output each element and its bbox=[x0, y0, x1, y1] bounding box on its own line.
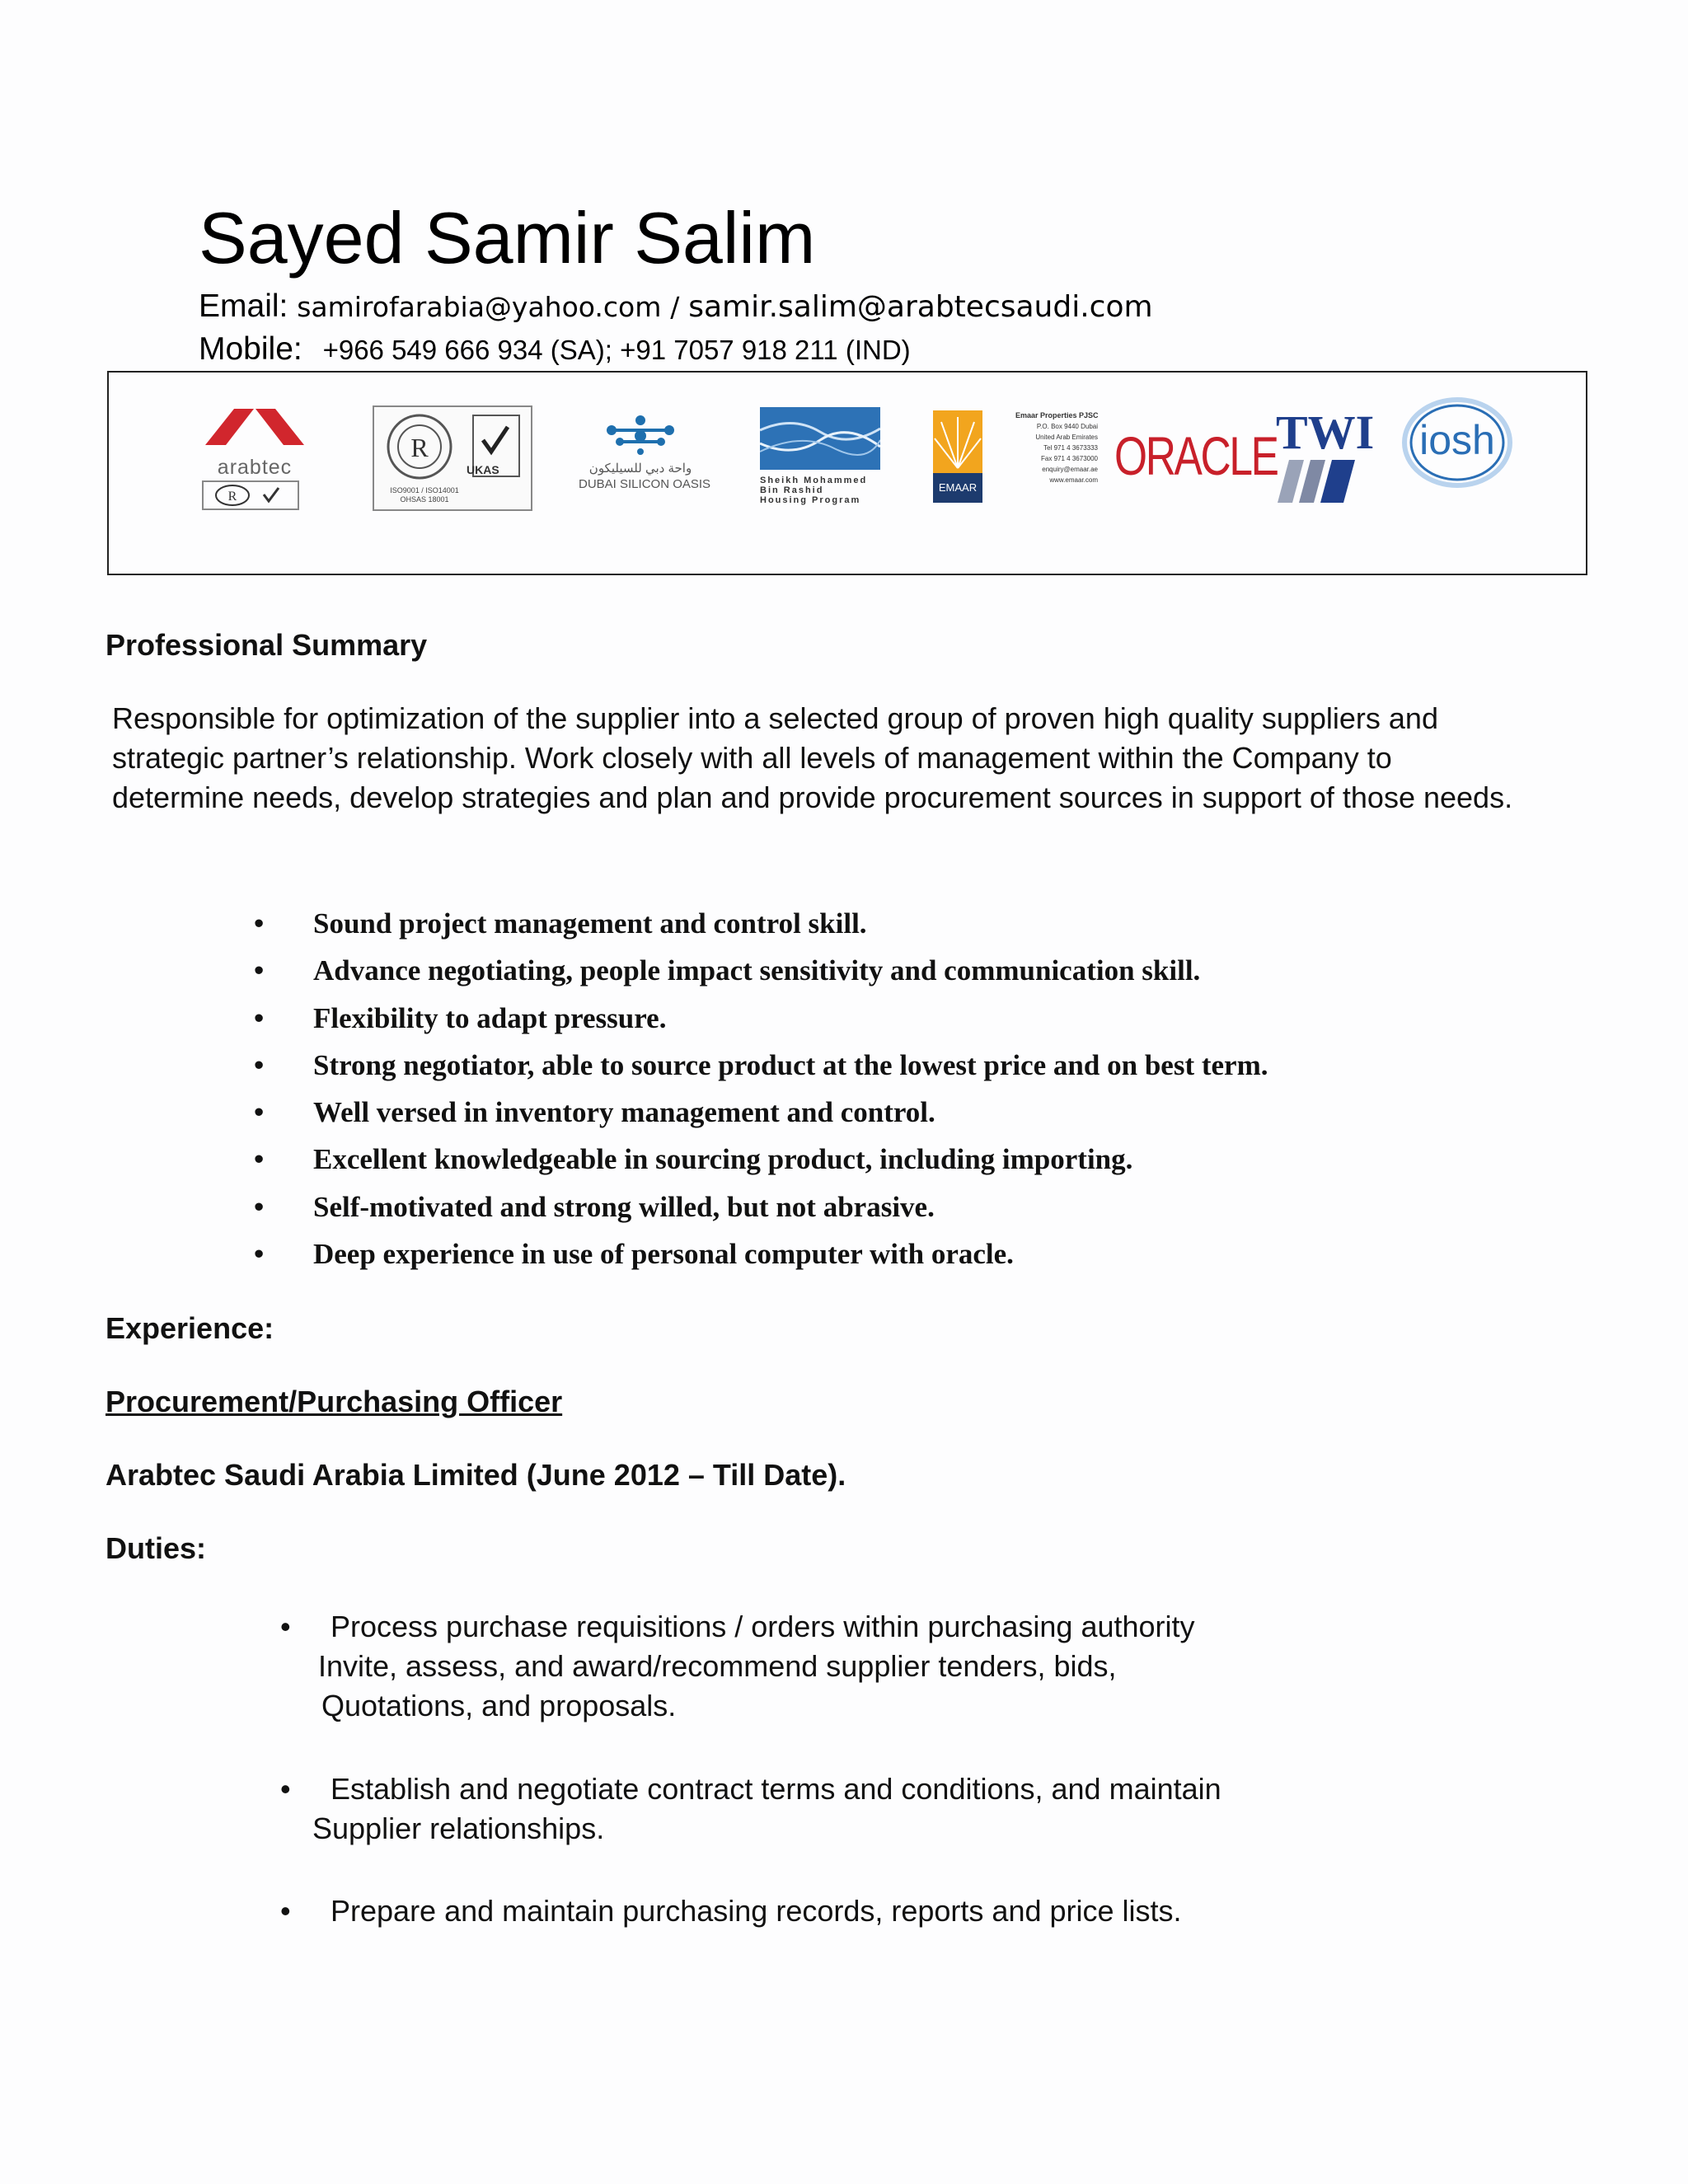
emaar-text: EMAAR bbox=[933, 473, 982, 503]
summary-heading: Professional Summary bbox=[106, 628, 428, 662]
arabtec-logo bbox=[201, 405, 308, 504]
duty-line: Establish and negotiate contract terms and conditions, and maintain bbox=[331, 1772, 1221, 1806]
ukas-text: UKAS bbox=[467, 463, 499, 476]
bullet-icon: • bbox=[280, 1610, 291, 1643]
arabtec-roof-icon bbox=[201, 405, 308, 455]
duty-line: Process purchase requisitions / orders within purchasing authority bbox=[331, 1610, 1195, 1643]
bullet-icon: • bbox=[280, 1894, 291, 1928]
email-separator: / bbox=[670, 291, 680, 323]
arabtec-wordmark: arabtec bbox=[217, 456, 293, 479]
dso-molecule-icon bbox=[603, 414, 678, 455]
skill-text: Deep experience in use of personal computer with oracle. bbox=[313, 1238, 1014, 1271]
duty-line: Prepare and maintain purchasing records, reports and price lists. bbox=[331, 1894, 1182, 1928]
emaar-contact-line: P.O. Box 9440 Dubai bbox=[1036, 423, 1098, 430]
duty-line: Quotations, and proposals. bbox=[321, 1689, 677, 1722]
emaar-contact-card bbox=[1015, 410, 1098, 508]
summary-paragraph: Responsible for optimization of the supplier into a selected group of proven high quality suppliers and strategic partner’s relationship. Work closely with all levels of management within the Company to determine needs, develop strategies and plan and provide procurement sources in support of those needs. bbox=[112, 701, 1513, 814]
email-secondary[interactable]: samir.salim@arabtecsaudi.com bbox=[688, 290, 1153, 324]
dso-arabic-text: واحة دبي للسيليكون bbox=[588, 462, 692, 476]
mbr-housing-logo bbox=[760, 407, 884, 514]
skill-text: Advance negotiating, people impact sensitivity and communication skill. bbox=[313, 954, 1201, 987]
skills-list bbox=[252, 900, 1268, 1277]
mbr-text: Sheikh Mohammed Bin Rashid Housing Program bbox=[760, 476, 868, 505]
emaar-contact-line: United Arab Emirates bbox=[1035, 434, 1098, 441]
oracle-logo: ORACLE bbox=[1114, 425, 1278, 486]
certification-seal-icon bbox=[374, 407, 531, 483]
svg-text:R: R bbox=[227, 490, 237, 504]
duties-heading: Duties: bbox=[106, 1531, 207, 1565]
twi-stripes-icon bbox=[1276, 457, 1367, 506]
bullet-icon: • bbox=[254, 954, 265, 987]
duty-item bbox=[280, 1607, 1195, 1726]
duty-item bbox=[280, 1891, 1182, 1931]
duty-item bbox=[280, 1769, 1221, 1849]
logo-strip bbox=[107, 371, 1587, 575]
skill-item bbox=[252, 1136, 1268, 1183]
company-line: Arabtec Saudi Arabia Limited (June 2012 – Till Date). bbox=[106, 1458, 846, 1492]
bullet-icon: • bbox=[280, 1772, 291, 1806]
skill-item bbox=[252, 1089, 1268, 1136]
skill-text: Excellent knowledgeable in sourcing product, including importing. bbox=[313, 1143, 1133, 1176]
skill-item bbox=[252, 900, 1268, 947]
bullet-icon: • bbox=[254, 1001, 265, 1034]
emaar-contact-line: enquiry@emaar.ae bbox=[1042, 466, 1098, 473]
bullet-icon: • bbox=[254, 1048, 265, 1081]
candidate-name: Sayed Samir Salim bbox=[199, 197, 816, 279]
experience-heading: Experience: bbox=[106, 1311, 274, 1345]
dubai-silicon-oasis-logo bbox=[579, 414, 711, 513]
mbr-wave-icon bbox=[760, 407, 880, 470]
emaar-contact-line: Fax 971 4 3673000 bbox=[1041, 455, 1098, 462]
emaar-logo bbox=[933, 410, 982, 503]
skill-item bbox=[252, 947, 1268, 994]
iosh-logo bbox=[1401, 397, 1513, 488]
mobile-label: Mobile: bbox=[199, 331, 302, 367]
twi-logo bbox=[1276, 405, 1375, 508]
emaar-contact-line: www.emaar.com bbox=[1049, 476, 1098, 484]
bullet-icon: • bbox=[254, 1096, 265, 1129]
email-line bbox=[199, 290, 1153, 322]
skill-text: Strong negotiator, able to source product at the lowest price and on best term. bbox=[313, 1048, 1268, 1081]
skill-item bbox=[252, 1042, 1268, 1089]
mobile-line bbox=[199, 333, 911, 365]
skill-item bbox=[252, 1230, 1268, 1277]
bullet-icon: • bbox=[254, 1143, 265, 1176]
skill-item bbox=[252, 995, 1268, 1042]
email-label: Email: bbox=[199, 288, 288, 324]
iso-ukas-logo bbox=[373, 405, 532, 511]
email-primary[interactable]: samirofarabia@yahoo.com bbox=[297, 291, 662, 323]
bullet-icon: • bbox=[254, 907, 265, 940]
svg-text:R: R bbox=[410, 433, 429, 462]
skill-text: Flexibility to adapt pressure. bbox=[313, 1001, 667, 1034]
duty-line: Invite, assess, and award/recommend supplier tenders, bids, bbox=[318, 1649, 1117, 1683]
iso-cert-text: ISO9001 / ISO14001 OHSAS 18001 bbox=[390, 486, 459, 504]
skill-text: Sound project management and control skill. bbox=[313, 907, 867, 940]
skill-text: Well versed in inventory management and control. bbox=[313, 1096, 935, 1129]
emaar-sunburst-icon bbox=[933, 410, 982, 476]
emaar-contact-title: Emaar Properties PJSC bbox=[1015, 411, 1099, 419]
skill-item bbox=[252, 1183, 1268, 1230]
iosh-text: iosh bbox=[1419, 417, 1495, 463]
dso-text: DUBAI SILICON OASIS bbox=[579, 477, 711, 491]
job-title: Procurement/Purchasing Officer bbox=[106, 1385, 563, 1418]
bullet-icon: • bbox=[254, 1190, 265, 1223]
duty-line: Supplier relationships. bbox=[312, 1811, 605, 1845]
emaar-contact-line: Tel 971 4 3673333 bbox=[1043, 444, 1098, 452]
skill-text: Self-motivated and strong willed, but not abrasive. bbox=[313, 1190, 935, 1223]
mobile-value: +966 549 666 934 (SA); +91 7057 918 211 (IND) bbox=[322, 335, 911, 365]
arabtec-cert-icon bbox=[201, 480, 300, 511]
bullet-icon: • bbox=[254, 1238, 265, 1271]
twi-text: TWI bbox=[1276, 405, 1375, 459]
